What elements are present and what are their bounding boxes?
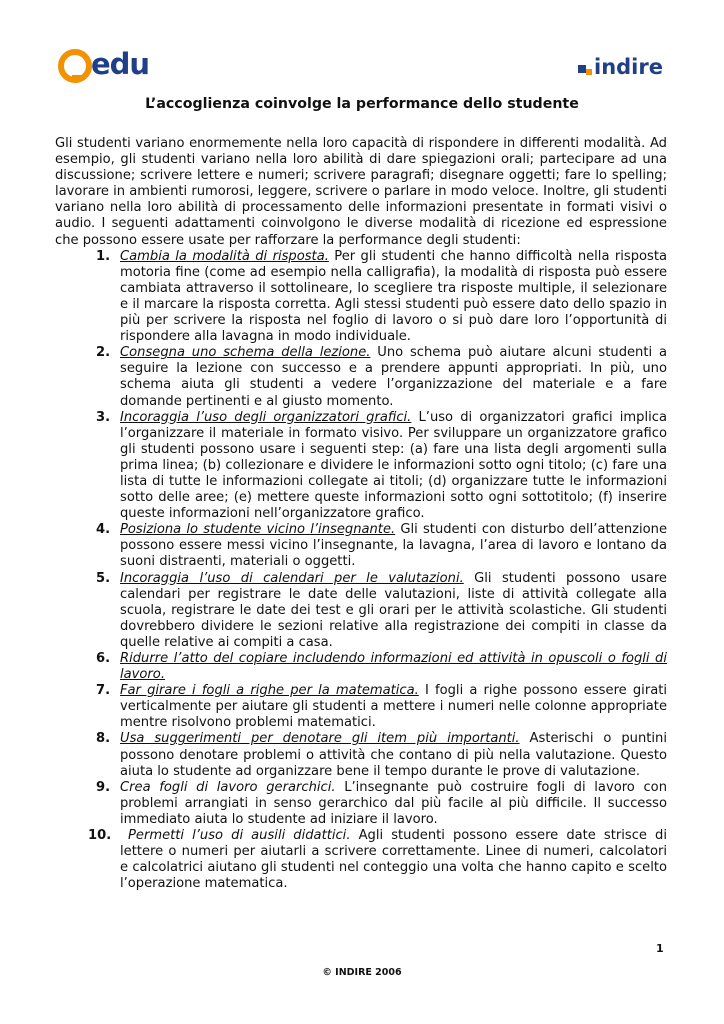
item-number: 9. xyxy=(96,779,111,795)
indire-logo-text: indire xyxy=(594,55,663,79)
page-number: 1 xyxy=(656,942,664,955)
document-title: L’accoglienza coinvolge la performance dello studente xyxy=(145,96,579,112)
item-lead: Usa suggerimenti per denotare gli item più importanti. xyxy=(120,731,520,747)
list-item xyxy=(55,780,667,828)
item-text: Per gli studenti che hanno difficoltà nella risposta motoria fine (come ad esempio nella calligrafia), la modalità di risposta può essere cambiata attraverso il sottolineare, lo scegliere tra risposte multiple, il selezionare e il marcare la risposta corretta. Agli stessi studenti può essere dato dello spazio in più per scrivere la risposta nel foglio di lavoro o si può dare loro l’opportunità di rispondere alla lavagna in modo individuale. xyxy=(120,248,668,345)
item-lead: Far girare i fogli a righe per la matematica. xyxy=(120,683,419,699)
item-number: 4. xyxy=(96,522,111,538)
list-item xyxy=(55,345,667,409)
list-item xyxy=(55,683,667,731)
adaptations-list xyxy=(55,249,667,893)
item-lead: Ridurre l’atto del copiare includendo informazioni ed attività in opuscoli o fogli di lavoro. xyxy=(120,651,667,683)
item-number: 1. xyxy=(96,248,111,264)
item-number: 2. xyxy=(96,345,111,361)
list-item xyxy=(55,731,667,779)
item-number: 7. xyxy=(96,683,111,699)
item-text: Asterischi o puntini possono denotare problemi o attività che contano di più nella valutazione. Questo aiuta lo studente ad organizzare bene il tempo durante le prove di valutazione. xyxy=(120,731,667,779)
intro-paragraph: Gli studenti variano enormemente nella loro capacità di rispondere in differenti modalità. Ad esempio, gli studenti variano nella loro abilità di dare spiegazioni orali; partecipare ad una discussione; scrivere lettere e numeri; scrivere paragrafi; disegnare oggetti; fare lo spelling; lavorare in ambienti rumorosi, leggere, scrivere o parlare in modo veloce. Inoltre, gli studenti variano nella loro abilità di processamento delle informazioni presentate in formati visivi o audio. I seguenti adattamenti coinvolgono le diverse modalità di ricezione ed espressione che possono essere usate per rafforzare la performance degli studenti: xyxy=(55,136,667,248)
item-number: 6. xyxy=(96,651,111,666)
edu-logo-ring-icon xyxy=(58,49,92,83)
item-lead: Cambia la modalità di risposta. xyxy=(120,248,329,264)
item-text: Agli studenti possono essere date strisce di lettere o numeri per aiutarli a scrivere correttamente. Linee di numeri, calcolatori e calcolatrici aiutano gli studenti nel conteggio una volta che hanno capito e scelto l’operazione matematica. xyxy=(120,828,667,892)
item-number: 3. xyxy=(96,409,111,425)
list-item xyxy=(55,571,667,651)
item-text: Gli studenti possono usare calendari per registrare le date delle valutazioni, liste di attività collegate alla scuola, registrare le date dei test e gli orari per le attività scolastiche. Gli studenti dovrebbero dividere le sezioni relative alla registrazione dei compiti in classe da quelle relative ai compiti a casa. xyxy=(120,570,667,650)
item-text: Uno schema può aiutare alcuni studenti a seguire la lezione con successo e a prendere appunti appropriati. In più, uno schema aiuta gli studenti a vedere l’organizzazione del materiale e a fare domande pertinenti e al giusto momento. xyxy=(120,345,667,409)
item-lead: Crea fogli di lavoro gerarchici. xyxy=(120,779,336,795)
item-number: 5. xyxy=(96,570,111,586)
item-lead: Consegna uno schema della lezione. xyxy=(120,345,371,361)
item-lead: Permetti l’uso di ausili didattici. xyxy=(128,828,351,844)
item-text: L’uso di organizzatori grafici implica l’organizzare il materiale in formato visivo. Per sviluppare un organizzatore grafico gli studenti possono usare i seguenti step: (a) fare una lista degli argomenti sulla prima linea; (b) collezionare e dividere le informazioni sotto ogni titolo; (c) fare una lista di tutte le informazioni collegate ai titoli; (d) organizzare tutte le informazioni sotto delle aree; (e) mettere queste informazioni sotto ogni sottotitolo; (f) inserire queste informazioni nell’organizzatore grafico. xyxy=(120,409,667,522)
indire-logo-square-icon xyxy=(578,65,586,73)
list-item xyxy=(55,828,667,892)
item-text: I fogli a righe possono essere girati verticalmente per aiutare gli studenti a mettere i numeri nelle colonne appropriate mentre risolvono problemi matematici. xyxy=(120,683,667,731)
list-item xyxy=(55,410,667,523)
item-lead: Posiziona lo studente vicino l’insegnante. xyxy=(120,522,396,538)
item-text: Gli studenti con disturbo dell’attenzione possono essere messi vicino l’insegnante, la lavagna, l’area di lavoro e lontano da suoni distraenti, materiali o oggetti. xyxy=(120,522,667,570)
list-item xyxy=(55,651,667,683)
indire-logo xyxy=(578,57,670,83)
item-number: 10. xyxy=(88,828,112,844)
list-item xyxy=(55,249,667,346)
edu-logo xyxy=(55,45,155,87)
item-number: 8. xyxy=(96,731,111,747)
footer-copyright: © INDIRE 2006 xyxy=(322,967,402,978)
document-body xyxy=(55,136,667,892)
item-lead: Incoraggia l’uso di calendari per le valutazioni. xyxy=(120,570,464,586)
edu-logo-text: edu xyxy=(91,47,150,81)
indire-logo-dot-icon xyxy=(586,69,592,75)
item-lead: Incoraggia l’uso degli organizzatori grafici. xyxy=(120,409,412,425)
item-text: L’insegnante può costruire fogli di lavoro con problemi arrangiati in senso gerarchico dal più facile al più difficile. Il successo immediato aiuta lo studente ad iniziare il lavoro. xyxy=(120,779,667,827)
list-item xyxy=(55,522,667,570)
